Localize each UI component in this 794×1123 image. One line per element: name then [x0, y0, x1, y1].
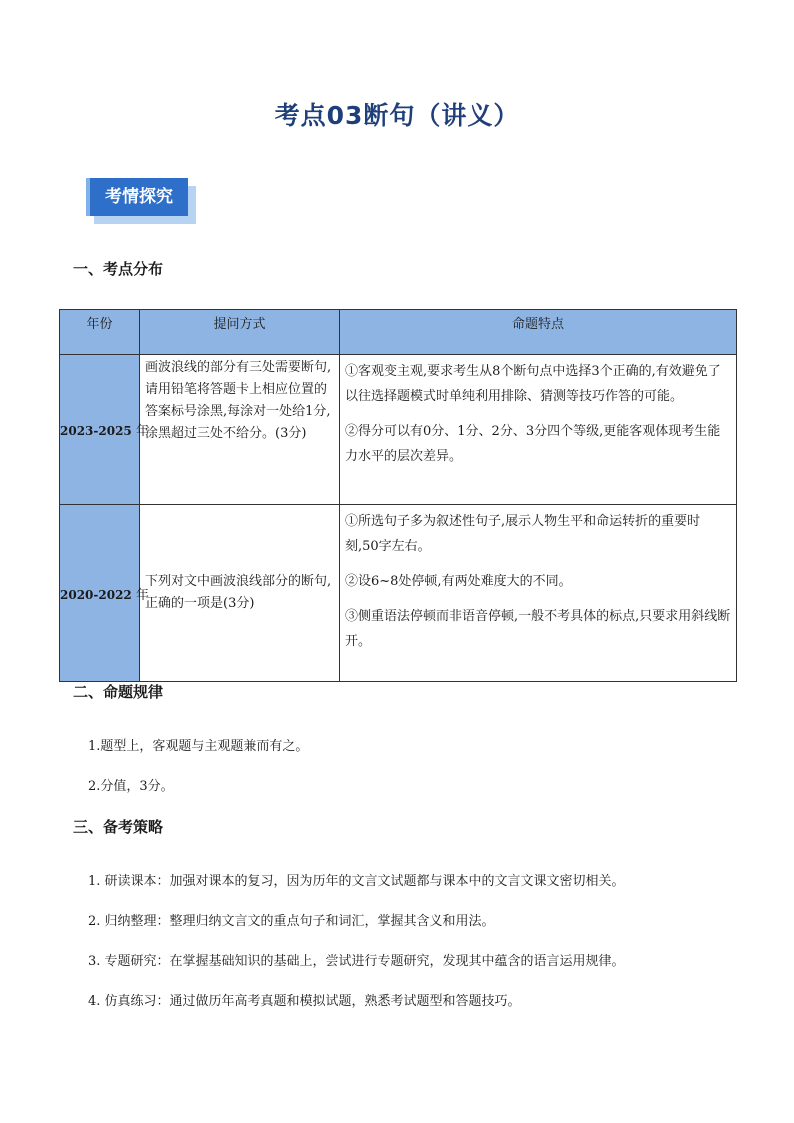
badge-label: 考情探究 [86, 178, 188, 216]
feature-item: ③侧重语法停顿而非语音停顿,一般不考具体的标点,只要求用斜线断开。 [345, 609, 731, 649]
feature-item: ②设6~8处停顿,有两处难度大的不同。 [345, 574, 572, 589]
features-cell [340, 355, 737, 505]
section-heading-distribution: 一、考点分布 [73, 260, 164, 278]
year-suffix: 年 [135, 587, 149, 603]
table-row [60, 505, 737, 682]
year-suffix: 年 [135, 424, 149, 439]
page-title: 考点03断句（讲义） [274, 101, 520, 130]
question-style-cell: 下列对文中画波浪线部分的断句,正确的一项是(3分) [140, 505, 340, 682]
rule-item: 1.题型上，客观题与主观题兼而有之。 [88, 739, 309, 754]
features-cell [340, 505, 737, 682]
header-question-style: 提问方式 [140, 310, 340, 355]
year-cell [60, 505, 149, 682]
question-style-cell: 画波浪线的部分有三处需要断句,请用铅笔将答题卡上相应位置的答案标号涂黑,每涂对一处给1分,涂黑超过三处不给分。(3分) [140, 355, 340, 505]
table-header-row [60, 310, 737, 355]
strategy-item: 2. 归纳整理：整理归纳文言文的重点句子和词汇，掌握其含义和用法。 [88, 914, 495, 929]
year-cell [60, 355, 149, 505]
feature-item: ②得分可以有0分、1分、2分、3分四个等级,更能客观体现考生能力水平的层次差异。 [345, 424, 721, 464]
header-features: 命题特点 [340, 310, 737, 355]
section-badge [86, 178, 196, 224]
strategy-item: 1. 研读课本：加强对课本的复习，因为历年的文言文试题都与课本中的文言文课文密切相关。 [88, 874, 625, 889]
feature-item: ①所选句子多为叙述性句子,展示人物生平和命运转折的重要时刻,50字左右。 [345, 514, 701, 554]
section-heading-rules: 二、命题规律 [73, 683, 164, 701]
year-range: 2023-2025 [60, 424, 132, 438]
section-heading-strategies: 三、备考策略 [73, 818, 164, 836]
strategy-item: 4. 仿真练习：通过做历年高考真题和模拟试题，熟悉考试题型和答题技巧。 [88, 994, 521, 1009]
year-range: 2020-2022 [60, 587, 132, 602]
strategy-item: 3. 专题研究：在掌握基础知识的基础上，尝试进行专题研究，发现其中蕴含的语言运用规律。 [88, 954, 625, 969]
table-row [60, 355, 737, 505]
feature-item: ①客观变主观,要求考生从8个断句点中选择3个正确的,有效避免了以往选择题模式时单纯利用排除、猜测等技巧作答的可能。 [345, 364, 721, 404]
rule-item: 2.分值，3分。 [88, 779, 174, 794]
header-year: 年份 [60, 310, 140, 355]
exam-distribution-table [59, 309, 737, 682]
